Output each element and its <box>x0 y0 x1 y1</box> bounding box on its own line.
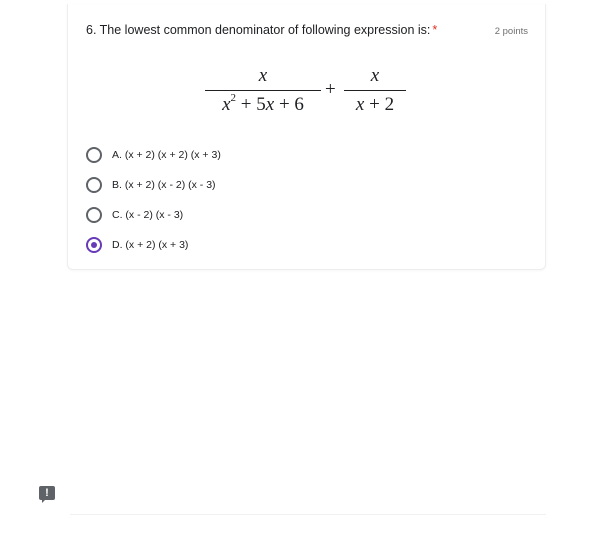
fraction-2-denominator <box>344 94 406 116</box>
fraction-1-numerator: x <box>258 65 268 86</box>
answer-options <box>86 140 221 260</box>
question-card <box>67 4 546 270</box>
option-b-label[interactable]: B. (x + 2) (x - 2) (x - 3) <box>112 179 216 191</box>
fraction-2-bar <box>344 90 406 91</box>
question-points: 2 points <box>494 26 528 37</box>
option-d[interactable] <box>86 230 221 260</box>
fraction-1-bar <box>205 90 321 91</box>
option-c-radio[interactable] <box>86 207 102 223</box>
option-d-radio[interactable] <box>86 237 102 253</box>
option-c-label[interactable]: C. (x - 2) (x - 3) <box>112 209 184 221</box>
math-expression <box>68 4 545 124</box>
fraction-2-numerator: x <box>370 65 380 86</box>
den1-exponent: 2 <box>230 92 237 104</box>
den2-term: + 2 <box>364 94 395 115</box>
den1-term2: + 5 <box>236 94 266 115</box>
option-b-radio[interactable] <box>86 177 102 193</box>
fraction-2 <box>344 66 406 116</box>
required-marker: * <box>432 23 438 37</box>
option-a[interactable] <box>86 140 221 170</box>
den2-var: x <box>355 94 365 115</box>
bottom-divider <box>70 514 546 515</box>
plus-operator: + <box>325 79 336 100</box>
option-c[interactable] <box>86 200 221 230</box>
option-a-label[interactable]: A. (x + 2) (x + 2) (x + 3) <box>112 149 221 161</box>
fraction-1-denominator <box>205 94 321 116</box>
question-text: 6. The lowest common denominator of following expression is: <box>86 23 431 37</box>
den1-var: x <box>222 94 231 115</box>
den1-term3: + 6 <box>274 94 304 115</box>
option-d-label[interactable]: D. (x + 2) (x + 3) <box>112 239 189 251</box>
den1-var2: x <box>265 94 275 115</box>
option-a-radio[interactable] <box>86 147 102 163</box>
report-issue-icon[interactable]: ! <box>39 486 55 500</box>
option-b[interactable] <box>86 170 221 200</box>
fraction-1 <box>205 66 321 116</box>
